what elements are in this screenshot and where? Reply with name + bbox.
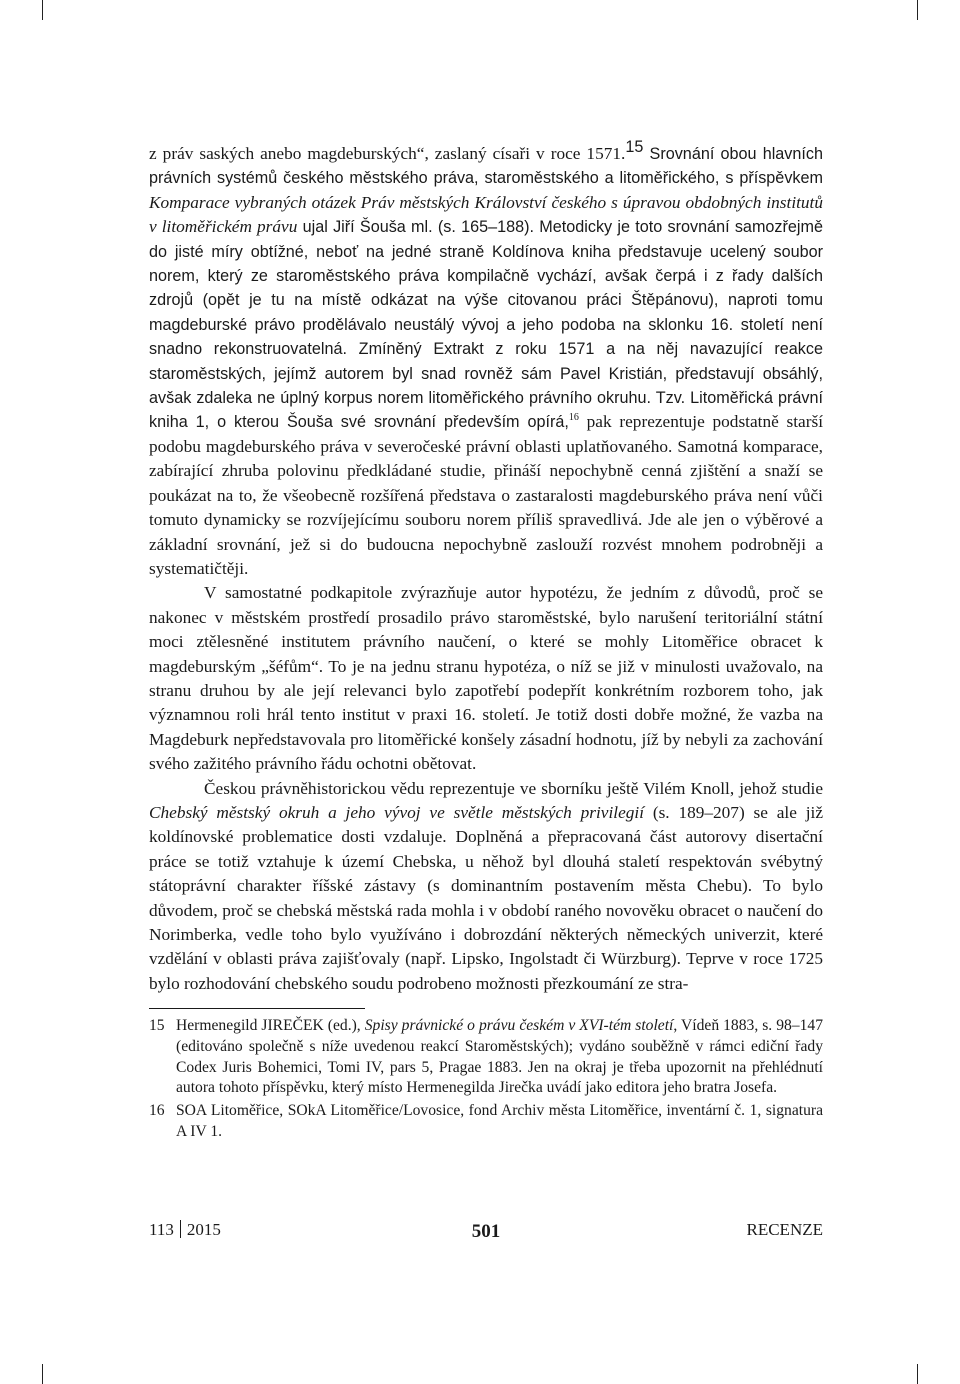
crop-mark-bottom-left	[42, 1364, 43, 1384]
footnote-text: SOA Litoměřice, SOkA Litoměřice/Lovosice, fond Archiv města Litoměřice, inventární č. 1, signatura A IV 1.	[176, 1102, 823, 1140]
paragraph-3-text-a: Českou právněhistorickou vědu reprezentuje ve sborníku ještě Vilém Knoll, jehož studie	[204, 778, 823, 798]
section-name: RECENZE	[746, 1220, 823, 1239]
footnote-number: 16	[149, 1102, 165, 1120]
crop-mark-top-right	[917, 0, 918, 20]
footnote-separator	[149, 1008, 365, 1009]
footnote-text-cont: , Vídeň 1883, s. 98–147 (editováno společně s níže uvedenou reakcí Staroměstských); vydáno souběžně v rámci ediční řady Codex Juris Bohemici, Tomi IV, pars 5, Pragae 1883. Jen na okraj je třeba upozornit na přehlédnutí autora tohoto příspěvku, který místo Hermenegilda Jirečka uvádí jako editora jeho bratra Josefa.	[176, 1017, 823, 1097]
volume-number: 113	[149, 1220, 174, 1239]
footnote-16	[149, 1101, 823, 1143]
paragraph-3-italic-title: Chebský městský okruh a jeho vývoj ve světle městských privilegií	[149, 802, 644, 822]
page-number: 501	[471, 1221, 501, 1242]
footnote-number: 15	[149, 1017, 165, 1034]
main-text	[149, 138, 824, 996]
paragraph-1	[149, 138, 824, 581]
footnotes	[149, 1016, 823, 1145]
paragraph-1-text-a: z práv saských anebo magdeburských“, zaslaný císaři v roce 1571.	[149, 144, 626, 163]
footnote-ref-15[interactable]: 15	[625, 138, 644, 157]
paragraph-3-text-b: (s. 189–207) se ale již koldínovské problematice dosti vzdaluje. Doplněná a přepracovaná část autorovy disertační práce se totiž vztahuje k území Chebska, u něhož byl dlouhá staletí respektován svébytný státoprávní charakter říšské zástavy (s dominantním postavením města Chebu). To bylo důvodem, proč se chebská městská rada mohla i v období raného novověku obracet o naučení do Norimberka, vedle toho bylo využíváno i dobrozdání některých německých univerzit, které vzdělání v oblasti práva zajišťovaly (např. Lipsko, Ingolstadt či Würzburg). Teprve v roce 1725 bylo rozhodování chebského soudu podrobeno možnosti přezkoumání ze stra-	[149, 802, 823, 993]
footnote-ref-16[interactable]: 16	[568, 412, 579, 424]
crop-mark-bottom-right	[917, 1364, 918, 1384]
footnote-15	[149, 1016, 823, 1099]
footnote-italic-title: Spisy právnické o právu českém v XVI-tém století	[364, 1017, 674, 1034]
paragraph-3	[149, 777, 823, 997]
page-footer	[149, 1220, 823, 1250]
paragraph-1-text-b: Srovnání obou hlavních právních systémů českého městského práva, staroměstského a litoměřického, s příspěvkem	[149, 145, 823, 188]
issue-year: 2015	[186, 1220, 221, 1239]
paragraph-1-italic-title: Komparace vybraných otázek Práv městských Království českého s úpravou obdobných institutů v litoměřickém právu	[149, 192, 823, 237]
crop-mark-top-left	[42, 0, 43, 20]
paragraph-2: V samostatné podkapitole zvýrazňuje autor hypotézu, že jedním z důvodů, proč se nakonec v městském prostředí prosadilo právo staroměstské, bylo narušení teritoriální státní moci ztělesněné institutem právního naučení, o které se mohly Litoměřice obracet k magdeburským „šéfům“. To je na jednu stranu hypotéza, o níž se již v minulosti uvažovalo, na stranu druhou by ale její relevanci bylo zapotřebí podepřít konkrétním rozborem toho, jak významnou roli hrál tento institut v praxi 16. století. Je totiž dosti dobře možné, že vazba na Magdeburk nepředstavovala pro litoměřické konšely zásadní hodnotu, jíž by nebyli za zachování svého zažitého právního řádu ochotni obětovat.	[149, 583, 823, 774]
paragraph-1-text-c: ujal Jiří Šouša ml. (s. 165–188). Metodicky je toto srovnání samozřejmě do jisté míry obtížné, neboť na jedné straně Koldínova kniha představuje ucelený soubor norem, který ze staroměstského práva kompilačně vychází, avšak čerpá i z řady dalších zdrojů (opět je tu na místě odkázat na výše citovanou práci Štěpánovu), naproti tomu magdeburské právo prodělávalo neustálý vývoj a jeho podoba na sklonku 16. století není snadno rekonstruovatelná. Zmíněný Extrakt z roku 1571 a na něj navazující reakce staroměstských, jejímž autorem byl snad rovněž sám Pavel Kristián, představují obsáhlý, avšak zdaleka ne úplný korpus norem litoměřického právního okruhu. Tzv. Litoměřická právní kniha 1, o kterou Šouša své srovnání především opírá,	[149, 218, 823, 432]
paragraph-1-text-d: pak reprezentuje podstatně starší podobu magdeburského práva v severočeské právní oblasti uplatňovaného. Samotná komparace, zabírající zhruba polovinu předkládané studie, přináší nepochybně cenná zjištění a snaží se poukázat na to, že všeobecně rozšířená představa o zastaralosti magdeburského práva není vůči tomuto dynamicky se rozvíjejícímu souboru norem příliš spravedlivá. Jde ale jen o výběrové a základní srovnání, jež si do budoucna nepochybně zaslouží rozvést mnohem podrobněji a systematičtěji.	[149, 412, 824, 578]
footnote-text: Hermenegild JIREČEK (ed.),	[176, 1017, 365, 1034]
